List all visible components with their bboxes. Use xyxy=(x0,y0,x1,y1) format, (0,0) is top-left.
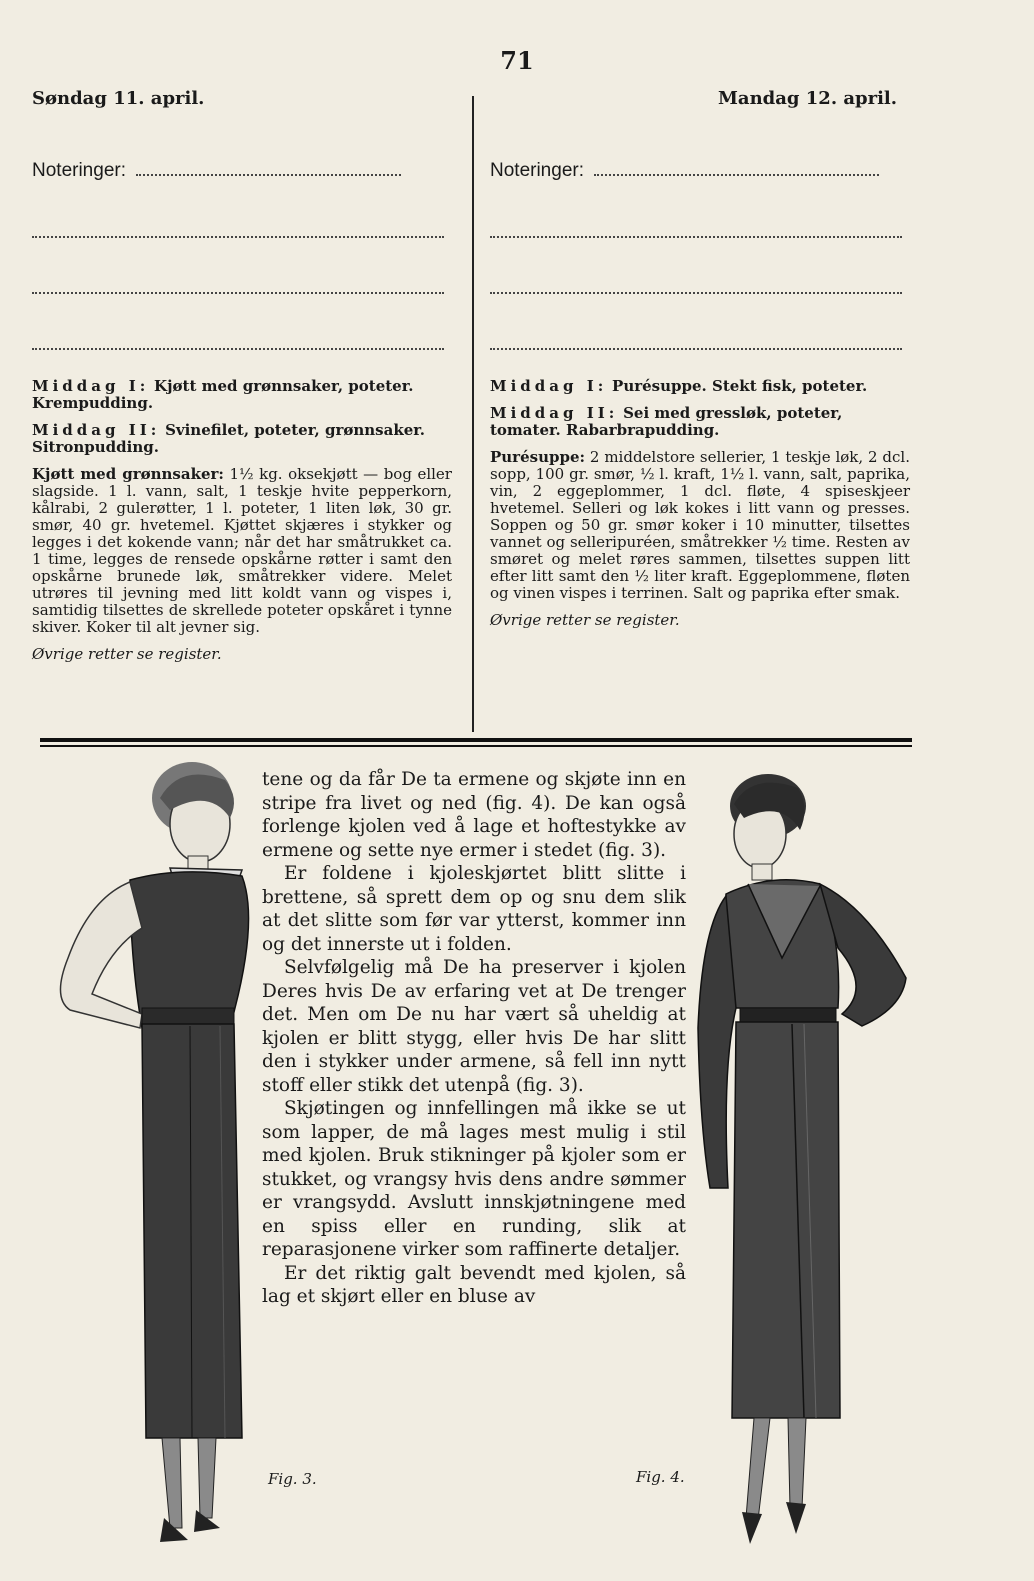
left-notes-line-1[interactable] xyxy=(32,160,442,182)
left-see-register: Øvrige retter se register. xyxy=(32,645,222,663)
fig3-caption: Fig. 3. xyxy=(268,1470,317,1488)
page-number: 71 xyxy=(500,46,534,75)
right-notes-line-3[interactable] xyxy=(490,280,902,294)
right-recipe xyxy=(490,449,910,602)
right-notes-label: Noteringer: xyxy=(490,160,584,181)
left-recipes xyxy=(32,378,452,673)
middag-label: Middag II: xyxy=(32,421,161,439)
left-notes-line-3[interactable] xyxy=(32,280,444,294)
left-notes-label: Noteringer: xyxy=(32,160,126,181)
article-paragraph: tene og da får De ta ermene og skjøte inn en stripe fra livet og ned (fig. 4). De kan også forlenge kjolen ved å lage et hoftestykke av ermene og sette nye ermer i stedet (fig. 3). xyxy=(262,769,686,861)
section-rule-thin xyxy=(40,745,912,747)
recipe-text: 2 middelstore sellerier, 1 teskje løk, 2 dcl. sopp, 100 gr. smør, ½ l. kraft, 1½ l. vann, salt, paprika, vin, 2 eggeplommer, 1 dcl. fløte, 4 spiseskjeer hvetemel. Selleri og løk kokes i litt vann og presses. Soppen og 50 gr. smør koker i 10 minutter, tilsettes vannet og selleripuréen, småtrekker ½ time. Resten av smøret og melet røres sammen, tilsettes suppen litt efter litt samt den ½ liter kraft. Eggeplommene, fløten og vinen vispes i terrinen. Salt og paprika efter smak. xyxy=(490,448,910,602)
right-notes-line-2[interactable] xyxy=(490,224,902,238)
fig4-caption: Fig. 4. xyxy=(636,1468,685,1486)
fig4-dress-illustration xyxy=(692,768,922,1558)
notes-dotted-line xyxy=(136,166,401,176)
left-recipe xyxy=(32,466,452,636)
recipe-text: 1½ kg. oksekjøtt — bog eller slagside. 1 l. vann, salt, 1 teskje hvite pepperkorn, kålrabi, 2 gulerøtter, 1 l. poteter, 1 liten løk, 30 gr. smør, 40 gr. hvetemel. Kjøttet skjæres i stykker og legges i det kokende vann; når det har småtrukket ca. 1 time, legges de rensede opskårne røtter i samt den opskårne brunede løk, småtrekker videre. Melet utrøres til jevning med litt koldt vann og vispes i, samtidig tilsettes de skrellede poteter opskåret i tynne skiver. Koker til alt jevner sig. xyxy=(32,465,452,636)
right-notes-line-1[interactable] xyxy=(490,160,900,182)
article-paragraph: Skjøtingen og innfellingen må ikke se ut som lapper, de må lages mest mulig i stil med kjolen. Bruk stikninger på kjoler som er stukket, og vrangsy hvis dens andre sømmer er vrangsydd. Avslutt innskjøtningene med en spiss eller en runding, slik at reparasjonene virker som raffinerte detaljer. xyxy=(262,1098,686,1260)
column-divider xyxy=(472,96,474,732)
left-notes-line-2[interactable] xyxy=(32,224,444,238)
right-middag-2 xyxy=(490,405,910,439)
article-paragraph: Er foldene i kjoleskjørtet blitt slitte i brettene, så sprett dem op og snu dem slik at det slitte som før var ytterst, kommer inn og det innerste ut i folden. xyxy=(262,863,686,955)
left-notes xyxy=(32,160,442,350)
article-paragraph: Selvfølgelig må De ha preserver i kjolen Deres hvis De av erfaring vet at De trenger det. Men om De nu har vært så uheldig at kjolen er blitt stygg, eller hvis De har slitt den i stykker under armene, så fell inn nytt stoff eller stikk det utenpå (fig. 3). xyxy=(262,957,686,1096)
right-see-register: Øvrige retter se register. xyxy=(490,611,680,629)
left-middag-1 xyxy=(32,378,452,412)
right-recipes xyxy=(490,378,910,639)
right-notes-line-4[interactable] xyxy=(490,336,902,350)
section-rule xyxy=(40,738,912,742)
right-day-date: Mandag 12. april. xyxy=(718,88,898,109)
notes-dotted-line xyxy=(594,166,879,176)
middag-label: Middag I: xyxy=(32,377,150,395)
middag-text: Purésuppe. Stekt fisk, poteter. xyxy=(612,377,868,395)
middag-label: Middag II: xyxy=(490,404,619,422)
article-body xyxy=(262,768,686,1309)
middag-text: Sei med gressløk, poteter, tomater. Rabarbrapudding. xyxy=(490,404,843,439)
recipe-name: Kjøtt med grønnsaker: xyxy=(32,465,224,483)
middag-text: Svinefilet, poteter, grønnsaker. Sitronpudding. xyxy=(32,421,426,456)
middag-label: Middag I: xyxy=(490,377,608,395)
left-day-date: Søndag 11. april. xyxy=(32,88,205,109)
right-middag-1 xyxy=(490,378,910,395)
article-paragraph: Er det riktig galt bevendt med kjolen, så lag et skjørt eller en bluse av xyxy=(262,1262,686,1307)
middag-text: Kjøtt med grønnsaker, poteter. Krempudding. xyxy=(32,377,414,412)
left-middag-2 xyxy=(32,422,452,456)
right-notes xyxy=(490,160,900,350)
fig3-dress-illustration xyxy=(30,758,260,1548)
recipe-name: Purésuppe: xyxy=(490,448,586,466)
left-notes-line-4[interactable] xyxy=(32,336,444,350)
